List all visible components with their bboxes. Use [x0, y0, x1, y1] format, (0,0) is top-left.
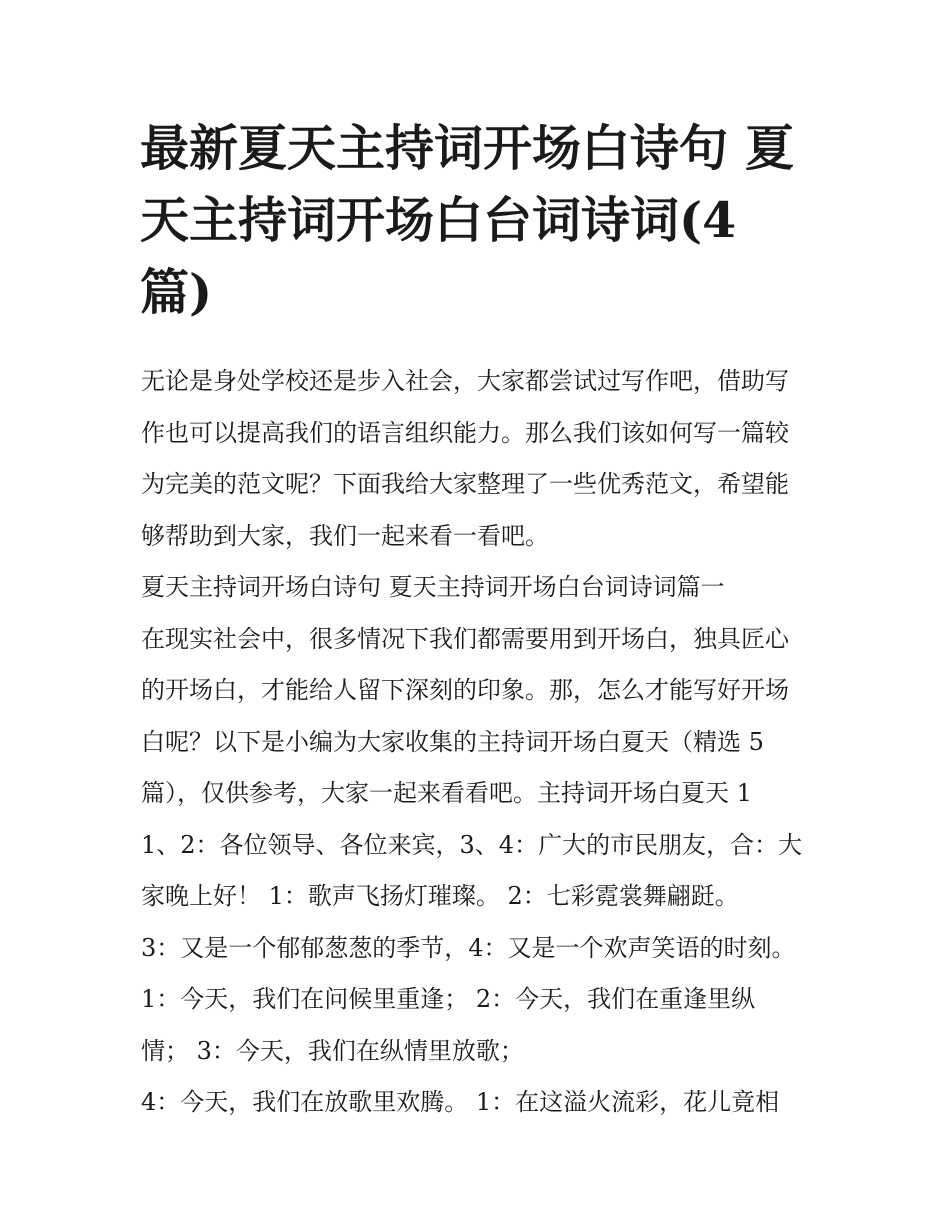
body-line: 作也可以提高我们的语言组织能力。那么我们该如何写一篇较: [141, 418, 789, 447]
title-line: 最新夏天主持词开场白诗句 夏: [140, 119, 795, 177]
body-line: 3：又是一个郁郁葱葱的季节，4：又是一个欢声笑语的时刻。: [141, 933, 796, 962]
body-line: 篇），仅供参考，大家一起来看看吧。主持词开场白夏天 1: [141, 779, 752, 807]
title-line: 天主持词开场白台词诗词(4: [140, 191, 737, 249]
body-line: 在现实社会中，很多情况下我们都需要用到开场白，独具匠心: [141, 624, 789, 653]
body-line: 的开场白，才能给人留下深刻的印象。那，怎么才能写好开场: [141, 676, 789, 704]
section-heading: 夏天主持词开场白诗句 夏天主持词开场白台词诗词篇一: [141, 573, 725, 601]
body-line: 白呢？以下是小编为大家收集的主持词开场白夏天（精选 5: [141, 727, 764, 756]
document-body: [141, 361, 831, 1134]
body-line: 家晚上好！ 1：歌声飞扬灯璀璨。 2：七彩霓裳舞翩跹。: [141, 882, 739, 910]
document-title: [140, 112, 820, 328]
body-line: 为完美的范文呢？下面我给大家整理了一些优秀范文，希望能: [141, 470, 789, 498]
body-line: 情； 3：今天，我们在纵情里放歌；: [141, 1036, 524, 1065]
body-line: 1：今天，我们在问候里重逢； 2：今天，我们在重逢里纵: [141, 985, 756, 1013]
body-line: 够帮助到大家，我们一起来看一看吧。: [141, 521, 549, 550]
title-line: 篇): [140, 263, 213, 321]
body-line: 1、2：各位领导、各位来宾，3、4：广大的市民朋友，合：大: [141, 830, 803, 859]
body-line: 4：今天，我们在放歌里欢腾。 1：在这溢火流彩，花儿竟相: [141, 1088, 780, 1116]
body-line: 无论是身处学校还是步入社会，大家都尝试过写作吧，借助写: [141, 367, 789, 395]
